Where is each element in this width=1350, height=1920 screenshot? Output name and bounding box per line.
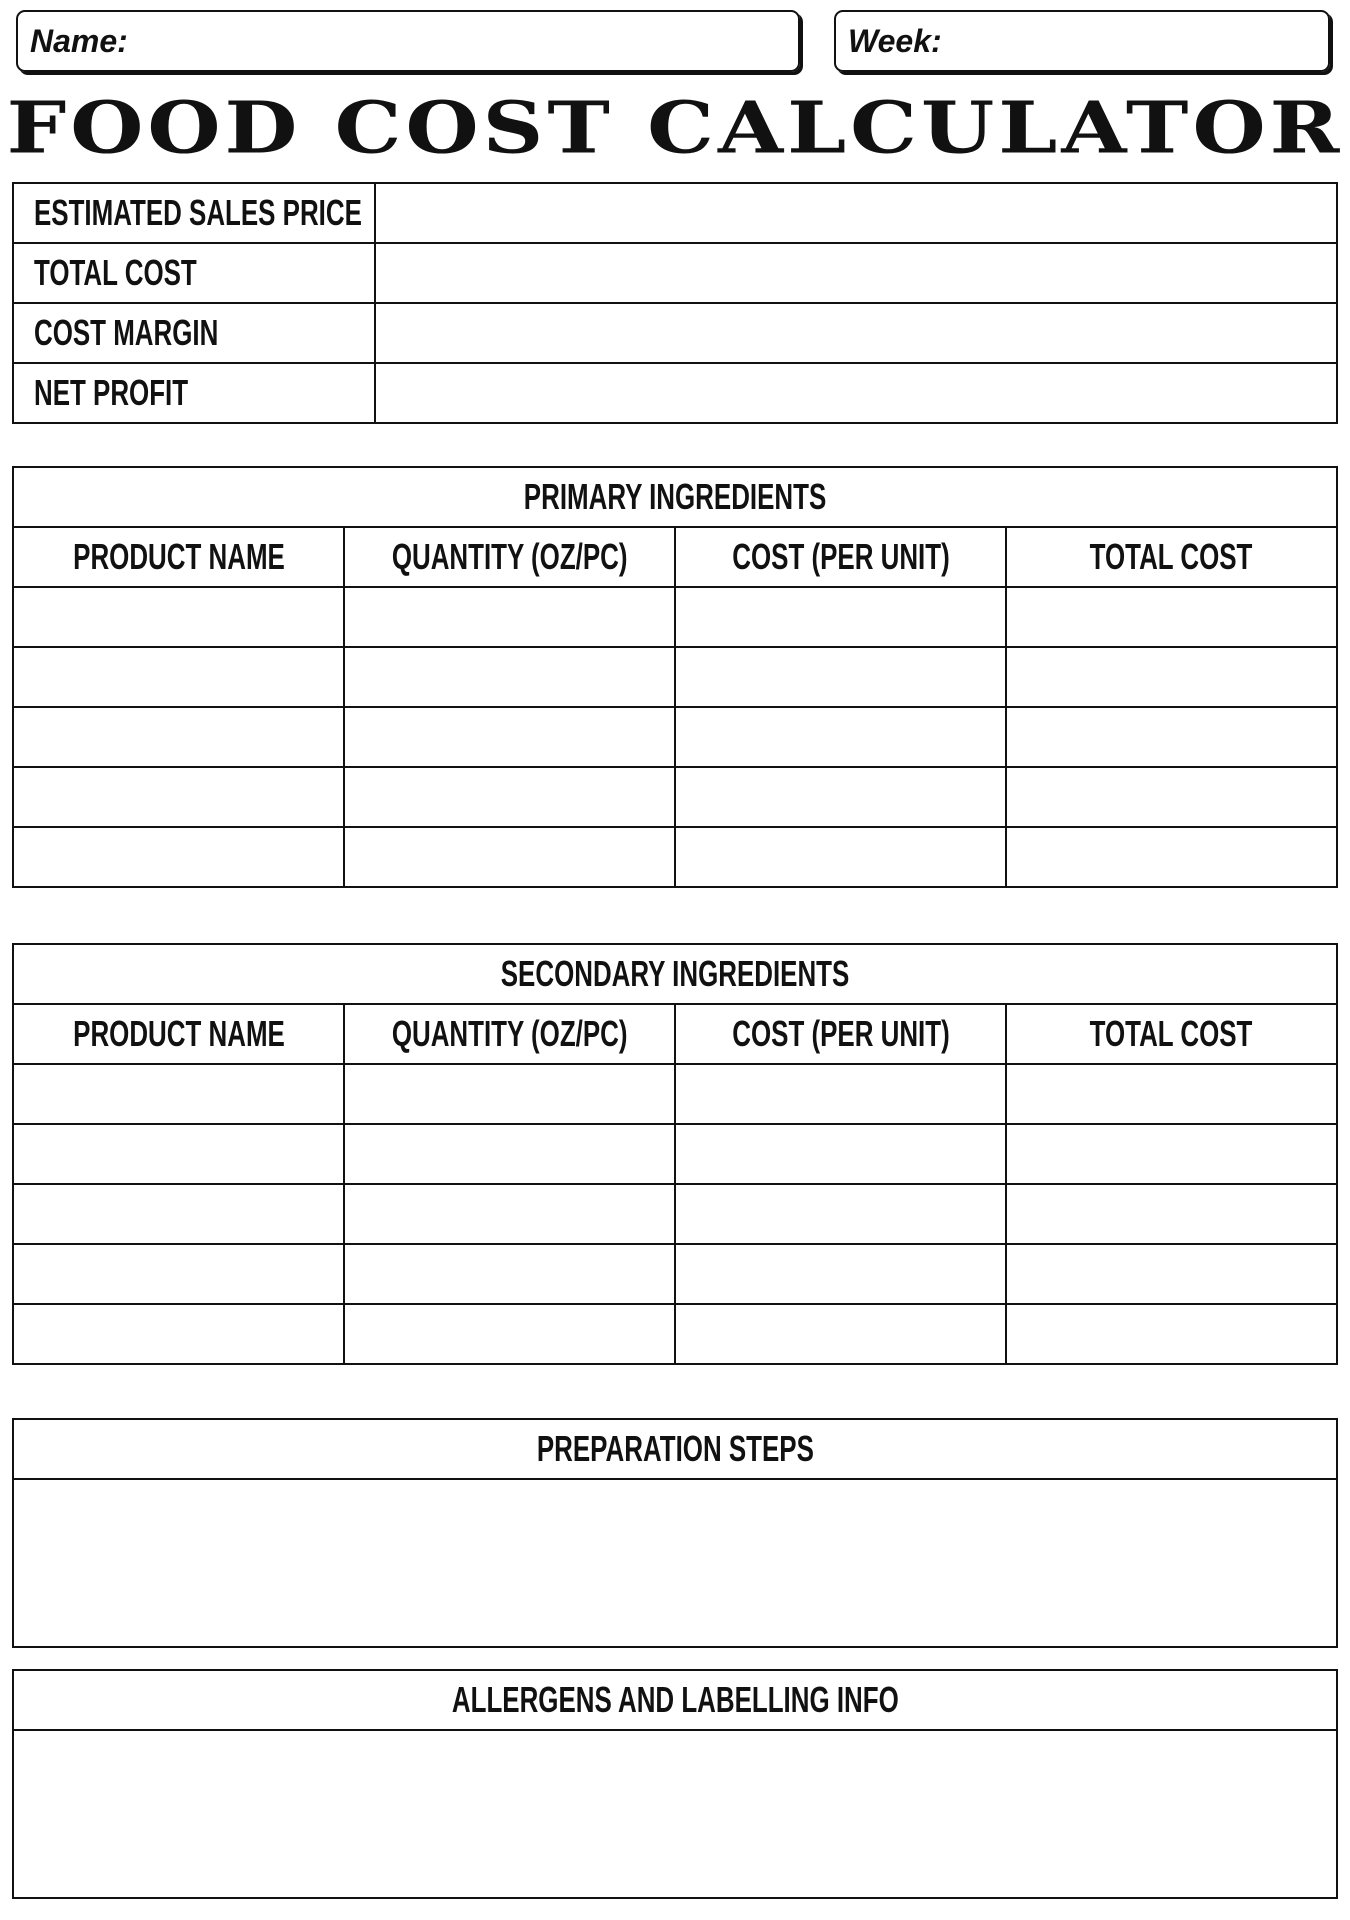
table-cell: [675, 1244, 1006, 1304]
table-cell: [13, 1244, 344, 1304]
table-cell-input[interactable]: [14, 1305, 343, 1363]
table-cell-input[interactable]: [345, 1185, 674, 1243]
column-header-text: QUANTITY (OZ/PC): [391, 1013, 628, 1054]
summary-label-text: ESTIMATED SALES PRICE: [34, 192, 362, 233]
table-cell-input[interactable]: [14, 768, 343, 826]
table-cell: [1006, 767, 1337, 827]
table-cell: [675, 827, 1006, 887]
column-header: [1006, 1004, 1337, 1064]
table-row: [13, 1064, 1337, 1124]
table-cell-input[interactable]: [14, 588, 343, 646]
summary-row: [13, 303, 1337, 363]
table-cell: [1006, 1244, 1337, 1304]
table-cell: [13, 587, 344, 647]
column-header-text: COST (PER UNIT): [731, 1013, 950, 1054]
summary-value-input[interactable]: [376, 364, 1336, 422]
table-cell: [675, 707, 1006, 767]
table-cell: [344, 587, 675, 647]
table-cell: [1006, 587, 1337, 647]
page-title: FOOD COST CALCULATOR: [6, 85, 1344, 170]
summary-value-cell: [375, 183, 1337, 243]
table-cell: [344, 1064, 675, 1124]
table-cell: [1006, 1184, 1337, 1244]
table-cell: [13, 767, 344, 827]
table-cell-input[interactable]: [1007, 708, 1336, 766]
table-cell-input[interactable]: [676, 1305, 1005, 1363]
table-cell-input[interactable]: [345, 1245, 674, 1303]
summary-table: [12, 182, 1338, 424]
table-cell-input[interactable]: [676, 1185, 1005, 1243]
column-header: [675, 1004, 1006, 1064]
allergens-table: [12, 1669, 1338, 1899]
summary-label-text: NET PROFIT: [34, 372, 189, 413]
preparation-steps-input[interactable]: [14, 1480, 1336, 1646]
column-header: [344, 527, 675, 587]
table-row: [13, 1244, 1337, 1304]
column-header: [1006, 527, 1337, 587]
summary-label-text: COST MARGIN: [34, 312, 219, 353]
table-cell: [675, 1184, 1006, 1244]
summary-label: [13, 363, 375, 423]
table-cell-input[interactable]: [1007, 1125, 1336, 1183]
summary-value-input[interactable]: [376, 244, 1336, 302]
table-cell: [13, 1184, 344, 1244]
secondary-column-headers: [13, 1004, 1337, 1064]
table-cell-input[interactable]: [14, 1125, 343, 1183]
summary-body: [13, 183, 1337, 423]
table-cell-input[interactable]: [14, 828, 343, 886]
table-cell: [675, 587, 1006, 647]
preparation-steps-table: [12, 1418, 1338, 1648]
allergens-cell: [13, 1730, 1337, 1898]
column-header-text: PRODUCT NAME: [72, 536, 285, 577]
summary-row: [13, 363, 1337, 423]
column-header-text: TOTAL COST: [1090, 1013, 1253, 1054]
table-cell-input[interactable]: [345, 1125, 674, 1183]
table-row: [13, 587, 1337, 647]
table-cell-input[interactable]: [345, 1305, 674, 1363]
name-label: Name:: [30, 22, 128, 59]
summary-value-input[interactable]: [376, 304, 1336, 362]
table-row: [13, 767, 1337, 827]
primary-ingredients-title: PRIMARY INGREDIENTS: [13, 467, 1337, 527]
table-cell: [13, 1124, 344, 1184]
table-cell: [675, 1304, 1006, 1364]
summary-row: [13, 183, 1337, 243]
week-input[interactable]: [952, 19, 1318, 63]
column-header-text: TOTAL COST: [1090, 536, 1253, 577]
table-row: [13, 827, 1337, 887]
table-cell: [344, 1244, 675, 1304]
table-cell-input[interactable]: [676, 1065, 1005, 1123]
summary-row: [13, 243, 1337, 303]
table-cell: [675, 767, 1006, 827]
table-cell: [13, 827, 344, 887]
summary-value-cell: [375, 243, 1337, 303]
name-field: [16, 10, 800, 72]
table-cell: [344, 767, 675, 827]
week-label: Week:: [848, 22, 942, 59]
table-row: [13, 647, 1337, 707]
summary-label: [13, 183, 375, 243]
table-row: [13, 1184, 1337, 1244]
table-cell-input[interactable]: [1007, 1065, 1336, 1123]
summary-value-cell: [375, 303, 1337, 363]
summary-label-text: TOTAL COST: [34, 252, 197, 293]
table-cell: [344, 1304, 675, 1364]
column-header: [13, 1004, 344, 1064]
secondary-ingredients-table: [12, 943, 1338, 1365]
table-row: [13, 1124, 1337, 1184]
table-cell: [13, 647, 344, 707]
table-cell-input[interactable]: [1007, 828, 1336, 886]
preparation-steps-cell: [13, 1479, 1337, 1647]
table-cell-input[interactable]: [1007, 1245, 1336, 1303]
table-cell: [13, 1064, 344, 1124]
column-header-text: COST (PER UNIT): [731, 536, 950, 577]
table-cell: [1006, 707, 1337, 767]
table-cell: [675, 1124, 1006, 1184]
table-cell: [1006, 1064, 1337, 1124]
table-cell-input[interactable]: [676, 648, 1005, 706]
table-cell: [344, 1124, 675, 1184]
summary-label: [13, 243, 375, 303]
table-cell-input[interactable]: [345, 648, 674, 706]
table-cell: [344, 827, 675, 887]
table-cell-input[interactable]: [676, 588, 1005, 646]
secondary-ingredients-title: SECONDARY INGREDIENTS: [13, 944, 1337, 1004]
primary-ingredients-body: [13, 587, 1337, 887]
allergens-input[interactable]: [14, 1731, 1336, 1897]
column-header: [344, 1004, 675, 1064]
table-cell-input[interactable]: [1007, 588, 1336, 646]
secondary-ingredients-body: [13, 1064, 1337, 1364]
table-cell-input[interactable]: [14, 1185, 343, 1243]
table-cell-input[interactable]: [345, 828, 674, 886]
table-cell-input[interactable]: [676, 1245, 1005, 1303]
column-header-text: QUANTITY (OZ/PC): [391, 536, 628, 577]
table-row: [13, 707, 1337, 767]
name-input[interactable]: [138, 19, 788, 63]
summary-label: [13, 303, 375, 363]
table-cell: [1006, 1304, 1337, 1364]
table-cell-input[interactable]: [14, 1245, 343, 1303]
table-cell: [344, 707, 675, 767]
table-cell: [344, 647, 675, 707]
table-cell: [13, 1304, 344, 1364]
table-cell-input[interactable]: [676, 708, 1005, 766]
allergens-title: ALLERGENS AND LABELLING INFO: [13, 1670, 1337, 1730]
table-cell-input[interactable]: [14, 648, 343, 706]
column-header-text: PRODUCT NAME: [72, 1013, 285, 1054]
table-cell: [1006, 647, 1337, 707]
table-cell: [675, 1064, 1006, 1124]
summary-value-input[interactable]: [376, 184, 1336, 242]
primary-ingredients-table: [12, 466, 1338, 888]
table-cell-input[interactable]: [1007, 1305, 1336, 1363]
table-cell: [675, 647, 1006, 707]
summary-value-cell: [375, 363, 1337, 423]
preparation-steps-title: PREPARATION STEPS: [13, 1419, 1337, 1479]
column-header: [675, 527, 1006, 587]
table-cell-input[interactable]: [345, 588, 674, 646]
table-cell-input[interactable]: [1007, 648, 1336, 706]
table-cell-input[interactable]: [14, 1065, 343, 1123]
table-cell: [13, 707, 344, 767]
table-cell: [1006, 827, 1337, 887]
table-cell-input[interactable]: [676, 1125, 1005, 1183]
table-cell: [344, 1184, 675, 1244]
table-row: [13, 1304, 1337, 1364]
table-cell-input[interactable]: [345, 1065, 674, 1123]
table-cell-input[interactable]: [14, 708, 343, 766]
column-header: [13, 527, 344, 587]
table-cell-input[interactable]: [676, 828, 1005, 886]
table-cell-input[interactable]: [1007, 1185, 1336, 1243]
table-cell-input[interactable]: [345, 708, 674, 766]
table-cell-input[interactable]: [345, 768, 674, 826]
table-cell: [1006, 1124, 1337, 1184]
table-cell-input[interactable]: [1007, 768, 1336, 826]
week-field: [834, 10, 1330, 72]
primary-column-headers: [13, 527, 1337, 587]
table-cell-input[interactable]: [676, 768, 1005, 826]
